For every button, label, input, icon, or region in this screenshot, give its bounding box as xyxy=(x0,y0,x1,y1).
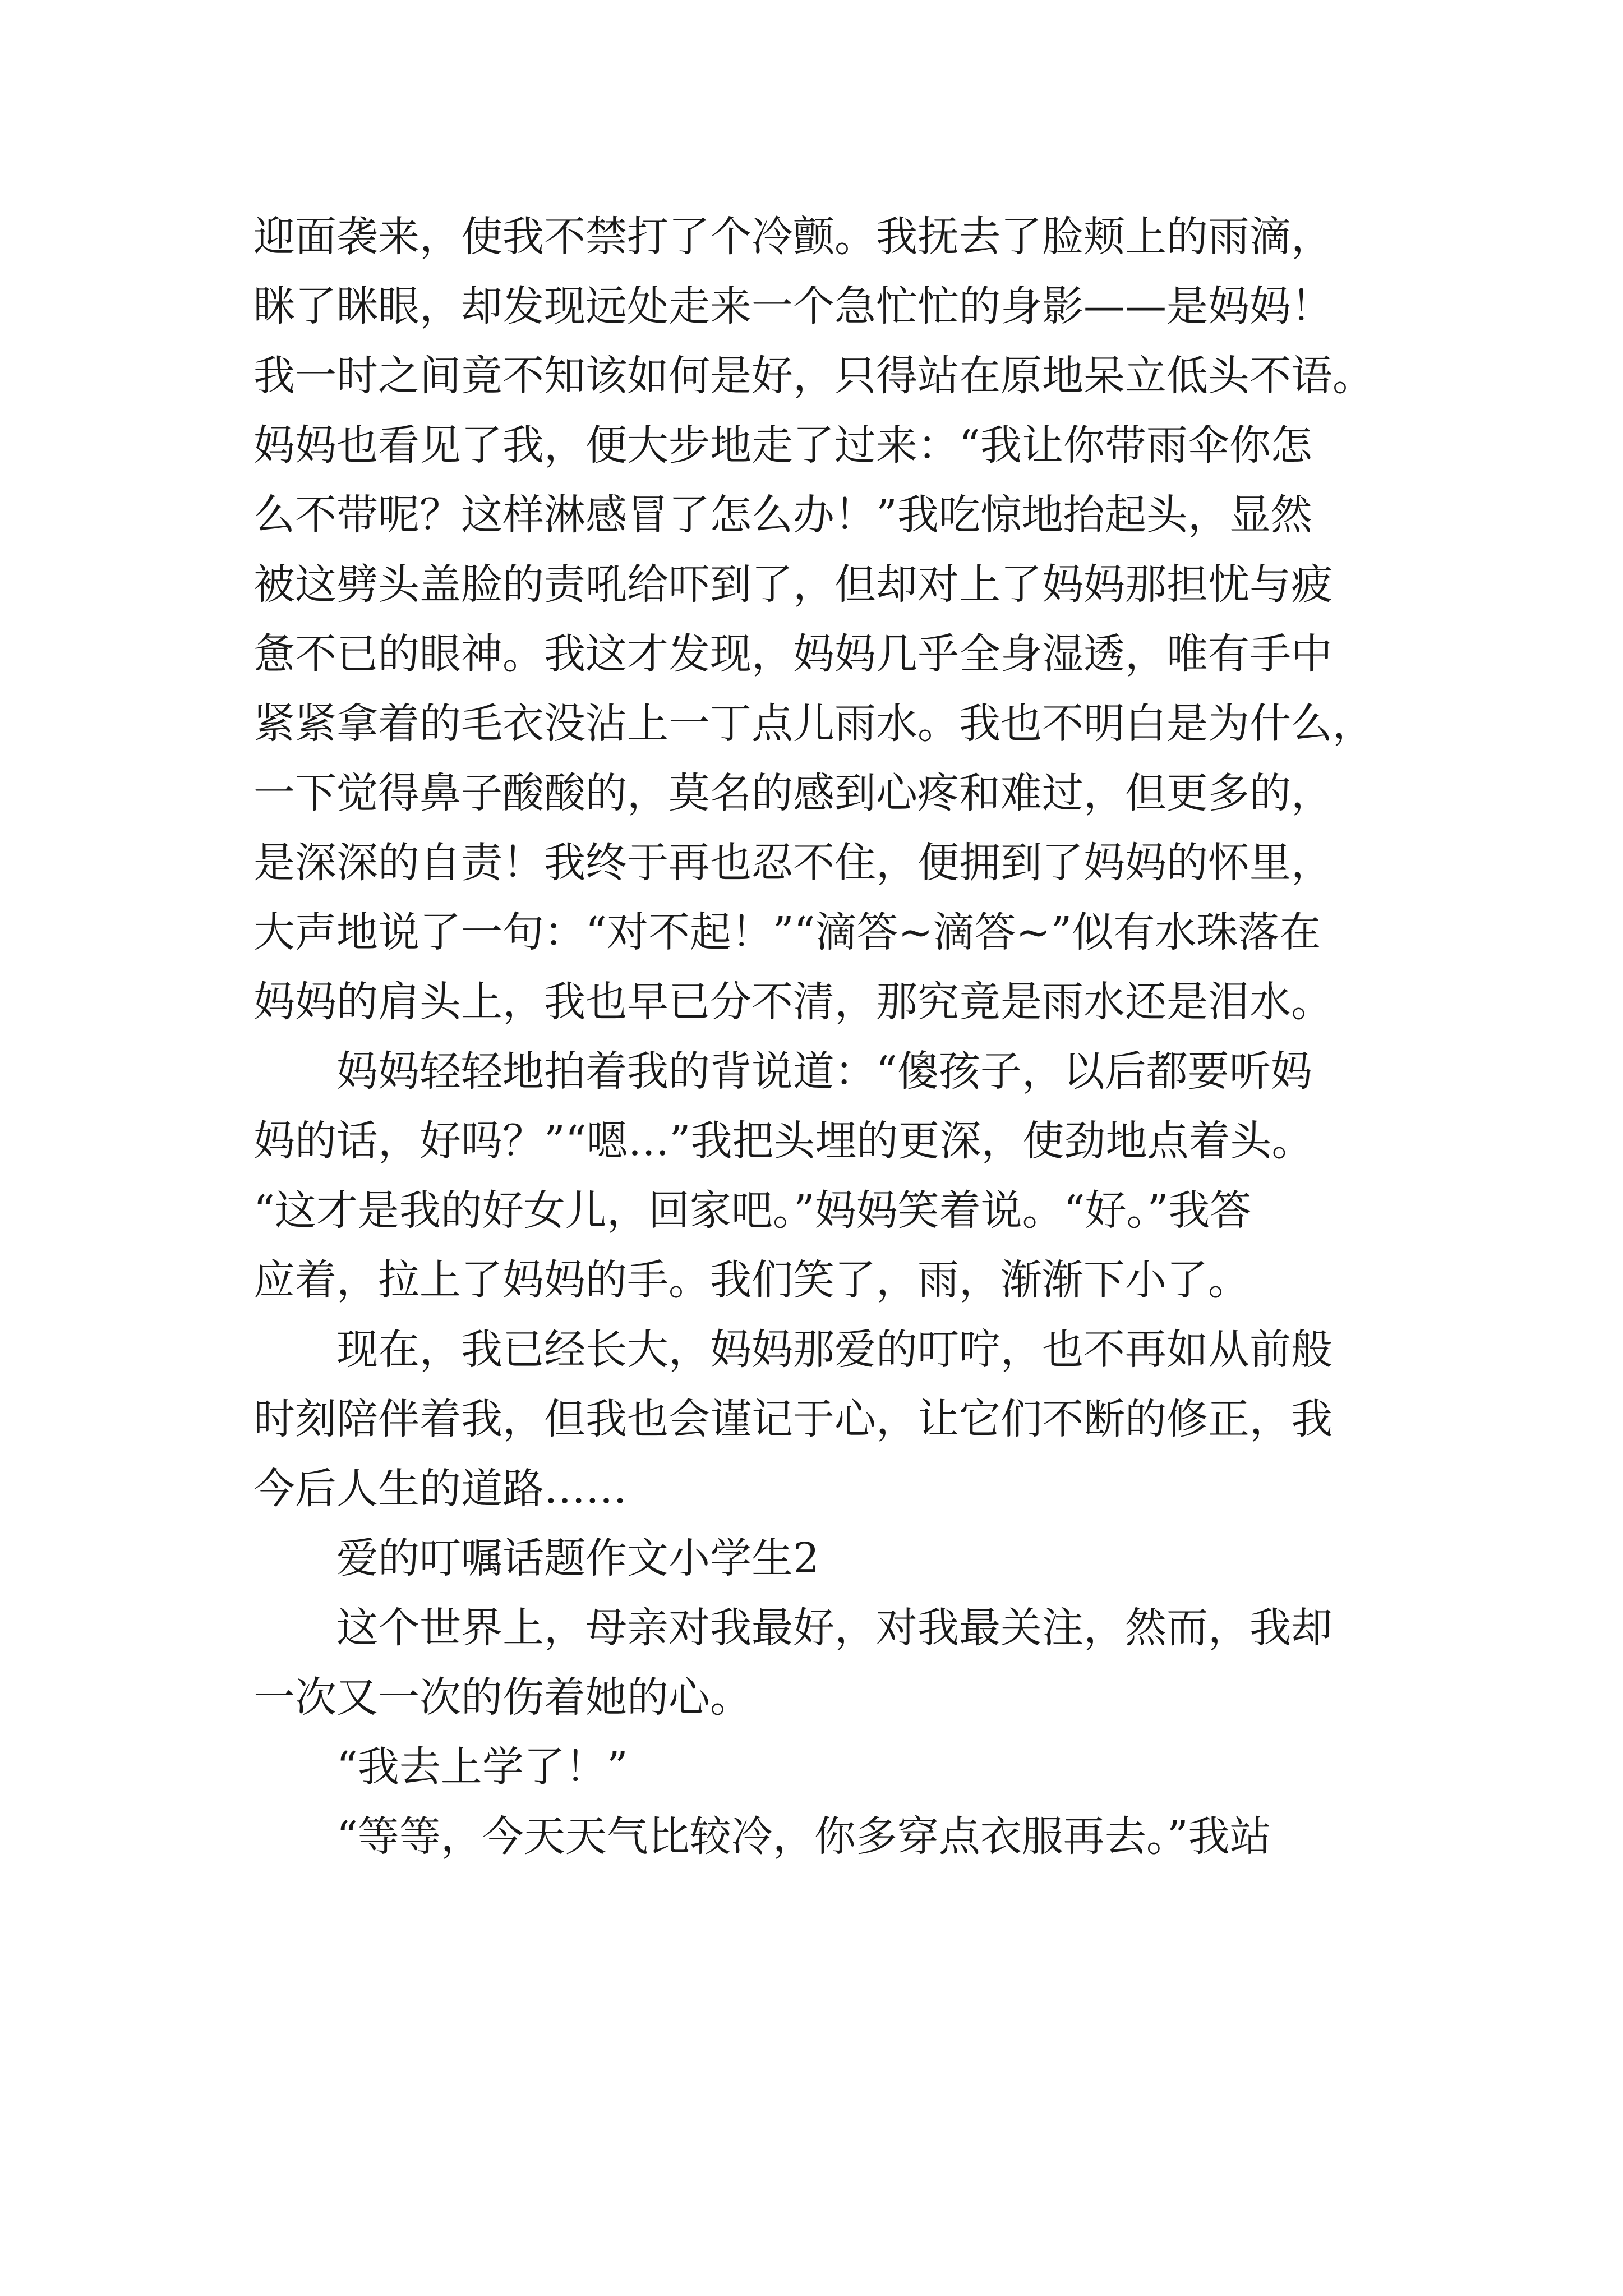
text-line: 妈的话，好吗？”“嗯…”我把头埋的更深，使劲地点着头。 xyxy=(253,1117,1313,1165)
text-line: 时刻陪伴着我，但我也会谨记于心，让它们不断的修正，我 xyxy=(253,1395,1332,1443)
text-line: 么不带呢？这样淋感冒了怎么办！”我吃惊地抬起头，显然 xyxy=(253,491,1312,539)
text-line: 妈妈的肩头上，我也早已分不清，那究竟是雨水还是泪水。 xyxy=(253,978,1332,1026)
text-line: 紧紧拿着的毛衣没沾上一丁点儿雨水。我也不明白是为什么， xyxy=(253,700,1374,748)
text-line: 应着，拉上了妈妈的手。我们笑了，雨，渐渐下小了。 xyxy=(253,1256,1249,1304)
text-line: 被这劈头盖脸的责吼给吓到了，但却对上了妈妈那担忧与疲 xyxy=(253,560,1332,609)
text-line: “这才是我的好女儿，回家吧。”妈妈笑着说。“好。”我答 xyxy=(253,1186,1252,1235)
dialogue-line: “我去上学了！” xyxy=(253,1743,628,1791)
essay-body xyxy=(253,202,1454,1871)
paragraph-start-line: 现在，我已经长大，妈妈那爱的叮咛，也不再如从前般 xyxy=(253,1326,1332,1374)
text-line: 妈妈也看见了我，便大步地走了过来：“我让你带雨伞你怎 xyxy=(253,421,1312,470)
text-line: 眯了眯眼，却发现远处走来一个急忙忙的身影——是妈妈！ xyxy=(253,282,1332,330)
dialogue-line: “等等，今天天气比较冷，你多穿点衣服再去。”我站 xyxy=(253,1812,1271,1861)
text-line: 惫不已的眼神。我这才发现，妈妈几乎全身湿透，唯有手中 xyxy=(253,630,1332,678)
text-line: 一下觉得鼻子酸酸的，莫名的感到心疼和难过，但更多的， xyxy=(253,769,1332,817)
text-line: 是深深的自责！我终于再也忍不住，便拥到了妈妈的怀里， xyxy=(253,839,1332,887)
paragraph-start-line: 妈妈轻轻地拍着我的背说道：“傻孩子，以后都要听妈 xyxy=(253,1047,1312,1096)
text-line: 今后人生的道路…… xyxy=(253,1465,627,1513)
text-line: 迎面袭来，使我不禁打了个冷颤。我抚去了脸颊上的雨滴， xyxy=(253,213,1332,261)
text-line: 我一时之间竟不知该如何是好，只得站在原地呆立低头不语。 xyxy=(253,352,1374,400)
section-heading: 爱的叮嘱话题作文小学生2 xyxy=(253,1534,820,1582)
paragraph-start-line: 这个世界上，母亲对我最好，对我最关注，然而，我却 xyxy=(253,1604,1332,1652)
text-line: 一次又一次的伤着她的心。 xyxy=(253,1673,751,1722)
text-line: 大声地说了一句：“对不起！”“滴答~滴答~”似有水珠落在 xyxy=(253,908,1321,956)
